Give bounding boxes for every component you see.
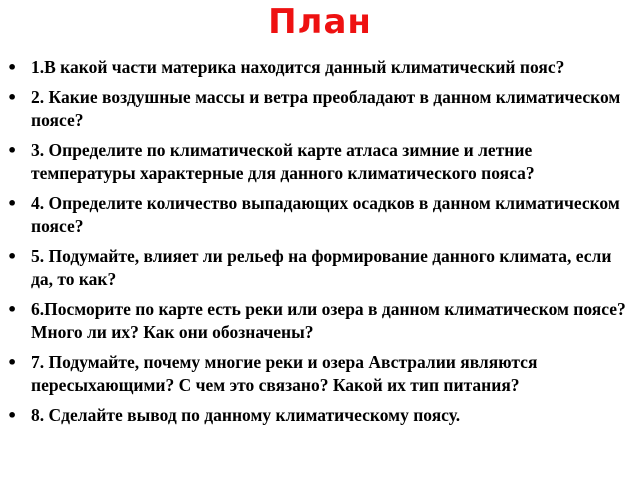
plan-list: [0, 56, 640, 434]
slide-title: План: [268, 2, 372, 42]
plan-item-text: 4. Определите количество выпадающих осадков в данном климатическом поясе?: [31, 193, 620, 236]
bullet-icon: •: [7, 247, 18, 266]
plan-item-5: [0, 245, 640, 291]
bullet-icon: •: [7, 58, 18, 77]
bullet-icon: •: [7, 406, 18, 425]
bullet-icon: •: [7, 300, 18, 319]
plan-item-text: 6.Посморите по карте есть реки или озера в данном климатическом поясе? Много ли их? Как они обозначены?: [31, 299, 626, 342]
bullet-icon: •: [7, 141, 18, 160]
plan-item-4: [0, 192, 640, 238]
bullet-icon: •: [7, 353, 18, 372]
plan-item-text: 1.В какой части материка находится данный климатический пояс?: [31, 57, 565, 77]
plan-item-6: [0, 298, 640, 344]
bullet-icon: •: [7, 194, 18, 213]
plan-item-3: [0, 139, 640, 185]
plan-item-text: 2. Какие воздушные массы и ветра преобладают в данном климатическом поясе?: [31, 87, 621, 130]
plan-item-2: [0, 86, 640, 132]
plan-item-1: [0, 56, 640, 79]
plan-item-7: [0, 351, 640, 397]
plan-item-text: 7. Подумайте, почему многие реки и озера Австралии являются пересыхающими? С чем это связано? Какой их тип питания?: [31, 352, 538, 395]
plan-item-text: 8. Сделайте вывод по данному климатическому поясу.: [31, 405, 461, 425]
plan-item-text: 5. Подумайте, влияет ли рельеф на формирование данного климата, если да, то как?: [31, 246, 612, 289]
plan-item-8: [0, 404, 640, 427]
bullet-icon: •: [7, 88, 18, 107]
plan-item-text: 3. Определите по климатической карте атласа зимние и летние температуры характерные для данного климатического пояса?: [31, 140, 535, 183]
